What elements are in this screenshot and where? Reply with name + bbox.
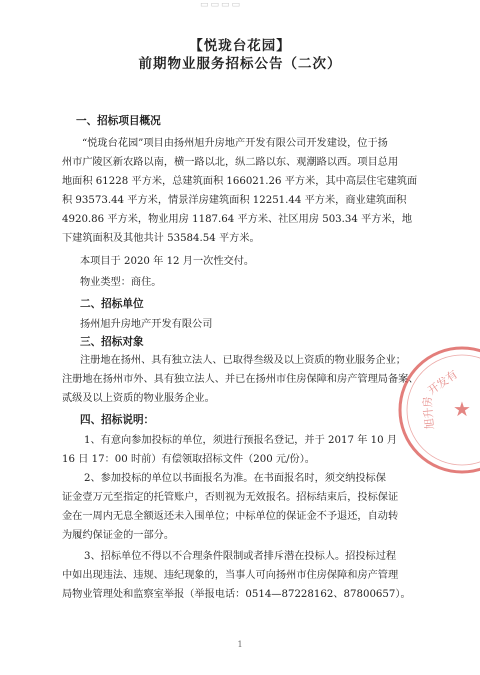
delivery-text: 本项目于 2020 年 12 月一次性交付。 [80,256,255,267]
section-1-line: “悦珑台花园”项目由扬州旭升房地产开发有限公司开发建设，位于扬 [82,138,388,149]
section-4-line: 中如出现违法、违规、违纪现象的，当事人可向扬州市住房保障和房产管理 [62,570,399,581]
tender-company-name: 扬州旭升房地产开发有限公司 [80,319,213,330]
svg-text:开发有: 开发有 [425,367,461,398]
section-3-line: 贰级及以上资质的物业服务企业。 [62,393,215,404]
section-2-heading: 二、招标单位 [80,298,144,310]
section-4-line: 2、参加投标的单位以书面报名为准。在书面报名时，须交纳投标保 [84,473,386,484]
section-3-line: 注册地在扬州市外、具有独立法人、并已在扬州市住房保障和房产管理局备案、 [62,374,419,385]
section-1-line: 积 93573.44 平方米，情景洋房建筑面积 12251.44 平方米，商业建筑面积 [62,195,407,206]
section-1-line: 4920.86 平方米，物业用房 1187.64 平方米、社区用房 503.34 平方米，地 [62,214,413,225]
section-4-line: 为履约保证金的一部分。 [62,530,175,541]
section-1-line: 地面积 61228 平方米，总建筑面积 166021.26 平方米，其中高层住宅建筑面 [62,176,418,187]
section-4-line: 局物业管理处和监察室举报（举报电话：0514—87228162、87800657）。 [62,589,411,600]
section-4-line: 证金壹万元至指定的托管账户，否则视为无效报名。招标结束后，投标保证 [62,492,399,503]
section-4-line: 金在一周内无息全额返还未入围单位；中标单位的保证金不予退还，自动转 [62,511,399,522]
property-type-text: 物业类型：商住。 [80,277,162,288]
section-4-line: 3、招标单位不得以不合理条件限制或者排斥潜在投标人。招投标过程 [84,551,397,562]
section-4-line: 16 日 17：00 时前）有偿领取招标文件（200 元/份）。 [62,454,315,465]
svg-text:★: ★ [453,397,471,421]
document-subtitle: 前期物业服务招标公告（二次） [138,56,342,72]
page-number: 1 [237,640,243,649]
section-4-heading: 四、招标说明： [80,414,155,426]
section-1-heading: 一、招标项目概况 [76,115,161,127]
svg-text:旭升房: 旭升房 [420,395,437,430]
section-1-line: 下建筑面积及其他共计 53584.54 平方米。 [62,233,260,244]
section-3-line: 注册地在扬州、具有独立法人、已取得叁级及以上资质的物业服务企业； [80,355,406,366]
section-3-heading: 三、招标对象 [80,336,144,348]
document-title: 【悦珑台花园】 [189,38,291,54]
section-4-line: 1、有意向参加投标的单位，须进行预报名登记，并于 2017 年 10 月 [84,435,398,446]
section-1-line: 州市广陵区新农路以南，横一路以北，纵二路以东、观潮路以西。项目总用 [62,157,399,168]
faint-header-mark: ▭▭▭▭ [200,0,243,10]
company-seal-stamp [392,340,480,480]
